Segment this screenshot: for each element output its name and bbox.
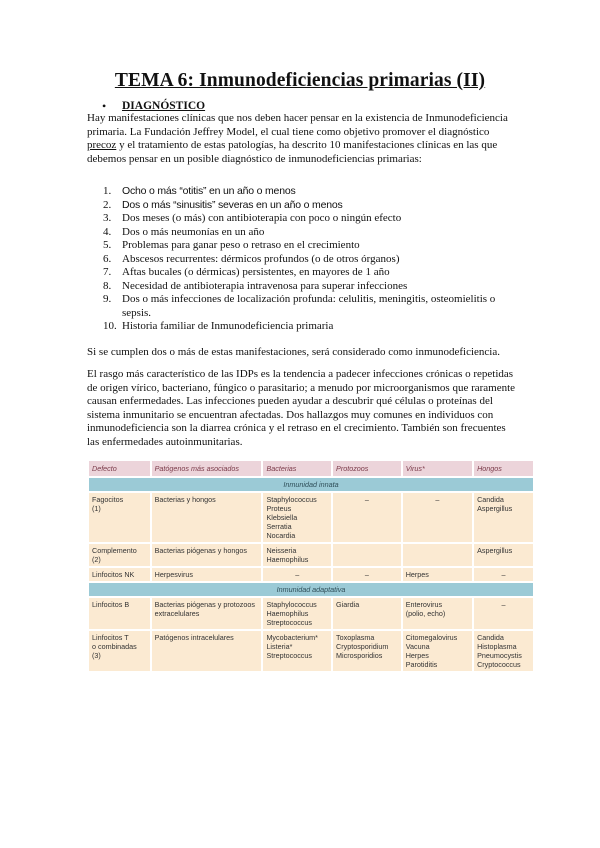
list-item bbox=[87, 199, 517, 213]
section-adaptive: Inmunidad adaptativa bbox=[89, 583, 533, 596]
section-bullet: • bbox=[102, 99, 107, 113]
list-item bbox=[87, 253, 517, 267]
table-cell: Neisseria Haemophilus bbox=[263, 544, 331, 566]
table-cell: Staphylococcus Proteus Klebsiella Serratia Nocardia bbox=[263, 493, 331, 542]
table-cell: Herpesvirus bbox=[152, 568, 262, 581]
table-cell: Candida Aspergillus bbox=[474, 493, 533, 542]
list-item bbox=[87, 280, 517, 294]
list-number: 3. bbox=[103, 212, 112, 224]
list-item bbox=[87, 212, 517, 226]
list-number: 6. bbox=[103, 252, 112, 265]
table-cell: Mycobacterium* Listeria* Streptococcus bbox=[263, 631, 331, 671]
intro-text-2: y el tratamiento de estas patologías, ha descrito 10 manifestaciones clínicas en las que debemos pensar en un posible diagnóstico de inmunodeficiencias primarias: bbox=[87, 139, 498, 165]
conclusion-paragraph: Si se cumplen dos o más de estas manifestaciones, será considerado como inmunodeficiencia. bbox=[87, 346, 500, 358]
list-item bbox=[87, 239, 517, 253]
list-number: 10. bbox=[103, 320, 117, 332]
list-item bbox=[87, 293, 517, 320]
table-cell: Herpes bbox=[403, 568, 472, 581]
table-cell: Enterovirus (polio, echo) bbox=[403, 598, 472, 629]
table-cell: – bbox=[403, 493, 472, 542]
intro-underlined-word: precoz bbox=[87, 139, 117, 152]
intro-text-1: Hay manifestaciones clínicas que nos deben hacer pensar en la existencia de Inmunodeficiencia primaria. La Fundación Jeffrey Model, el cual tiene como objetivo promover el diagnóstico bbox=[87, 112, 508, 138]
list-text: Problemas para ganar peso o retraso en el crecimiento bbox=[122, 239, 360, 251]
table-cell: Candida Histoplasma Pneumocystis Cryptococcus bbox=[474, 631, 533, 671]
table-cell: – bbox=[474, 598, 533, 629]
table-cell: Linfocitos NK bbox=[89, 568, 150, 581]
list-number: 5. bbox=[103, 239, 112, 251]
list-item bbox=[87, 266, 517, 280]
header-cell: Hongos bbox=[474, 461, 533, 476]
table-cell: Patógenos intracelulares bbox=[152, 631, 262, 671]
table-cell: Toxoplasma Cryptosporidium Microsporidios bbox=[333, 631, 401, 671]
list-text: Dos o más “sinusitis” severas en un año o menos bbox=[122, 198, 343, 211]
section-heading: DIAGNÓSTICO bbox=[122, 100, 206, 112]
list-text: Necesidad de antibioterapia intravenosa para superar infecciones bbox=[122, 279, 408, 292]
list-text: Aftas bucales (o dérmicas) persistentes, en mayores de 1 año bbox=[122, 266, 390, 278]
table-section-row bbox=[89, 478, 533, 491]
table-cell: – bbox=[333, 568, 401, 581]
list-item bbox=[87, 320, 517, 334]
table-section-row bbox=[89, 583, 533, 596]
table-header-row bbox=[89, 461, 533, 476]
table-cell bbox=[333, 544, 401, 566]
list-number: 1. bbox=[103, 185, 112, 197]
table-cell: Aspergillus bbox=[474, 544, 533, 566]
list-text: Historia familiar de Inmunodeficiencia primaria bbox=[122, 320, 334, 332]
list-number: 2. bbox=[103, 198, 112, 211]
header-cell: Patógenos más asociados bbox=[152, 461, 262, 476]
table-row bbox=[89, 631, 533, 671]
intro-paragraph bbox=[87, 112, 517, 166]
table-cell: – bbox=[333, 493, 401, 542]
table-cell: Staphylococcus Haemophilus Streptococcus bbox=[263, 598, 331, 629]
list-item bbox=[87, 185, 517, 199]
list-text: Dos o más neumonías en un año bbox=[122, 225, 265, 238]
manifestations-list bbox=[87, 185, 517, 334]
table-cell: Citomegalovirus Vacuna Herpes Parotiditis bbox=[403, 631, 472, 671]
list-text: Dos meses (o más) con antibioterapia con poco o ningún efecto bbox=[122, 212, 402, 224]
table-row bbox=[89, 493, 533, 542]
list-number: 9. bbox=[103, 293, 112, 305]
list-number: 7. bbox=[103, 266, 112, 278]
page-title: TEMA 6: Inmunodeficiencias primarias (II) bbox=[114, 70, 486, 91]
table-cell: Bacterias y hongos bbox=[152, 493, 262, 542]
table-cell: Fagocitos (1) bbox=[89, 493, 150, 542]
table-cell: Bacterias piógenas y hongos bbox=[152, 544, 262, 566]
immunodeficiency-table bbox=[87, 459, 535, 673]
table-cell: Complemento (2) bbox=[89, 544, 150, 566]
table-cell: Bacterias piógenas y protozoos extracelulares bbox=[152, 598, 262, 629]
innate-rows bbox=[89, 493, 533, 581]
table-cell: – bbox=[263, 568, 331, 581]
list-number: 4. bbox=[103, 225, 112, 238]
table-cell: Giardia bbox=[333, 598, 401, 629]
list-item bbox=[87, 226, 517, 240]
list-number: 8. bbox=[103, 279, 112, 292]
table-row bbox=[89, 598, 533, 629]
table-cell: – bbox=[474, 568, 533, 581]
table-cell: Linfocitos T o combinadas (3) bbox=[89, 631, 150, 671]
table-row bbox=[89, 568, 533, 581]
list-text: Abscesos recurrentes: dérmicos profundos (o de otros órganos) bbox=[122, 252, 400, 265]
table-cell bbox=[403, 544, 472, 566]
table-row bbox=[89, 544, 533, 566]
header-cell: Virus* bbox=[403, 461, 472, 476]
characteristics-paragraph: El rasgo más característico de las IDPs es la tendencia a padecer infecciones crónicas o repetidas de origen vírico, bacteriano, fúngico o parasitario; a menudo por microorganismos que raramente causan enfermedades. Las infecciones pueden ayudar a descubrir qué células o proteínas del sistema inmunitario se encuentran afectadas. Dos hallazgos muy comunes en individuos con inmunodeficiencia son la diarrea crónica y el retraso en el crecimiento. También son frecuentes las enfermedades autoinmunitarias. bbox=[87, 368, 516, 448]
list-text: Ocho o más “otitis” en un año o menos bbox=[122, 185, 296, 197]
header-cell: Protozoos bbox=[333, 461, 401, 476]
adaptive-rows bbox=[89, 598, 533, 671]
section-innate: Inmunidad innata bbox=[89, 478, 533, 491]
list-text: Dos o más infecciones de localización profunda: celulitis, meningitis, osteomielitis o sepsis. bbox=[122, 293, 496, 319]
header-cell: Bacterias bbox=[263, 461, 331, 476]
table-cell: Linfocitos B bbox=[89, 598, 150, 629]
header-cell: Defecto bbox=[89, 461, 150, 476]
